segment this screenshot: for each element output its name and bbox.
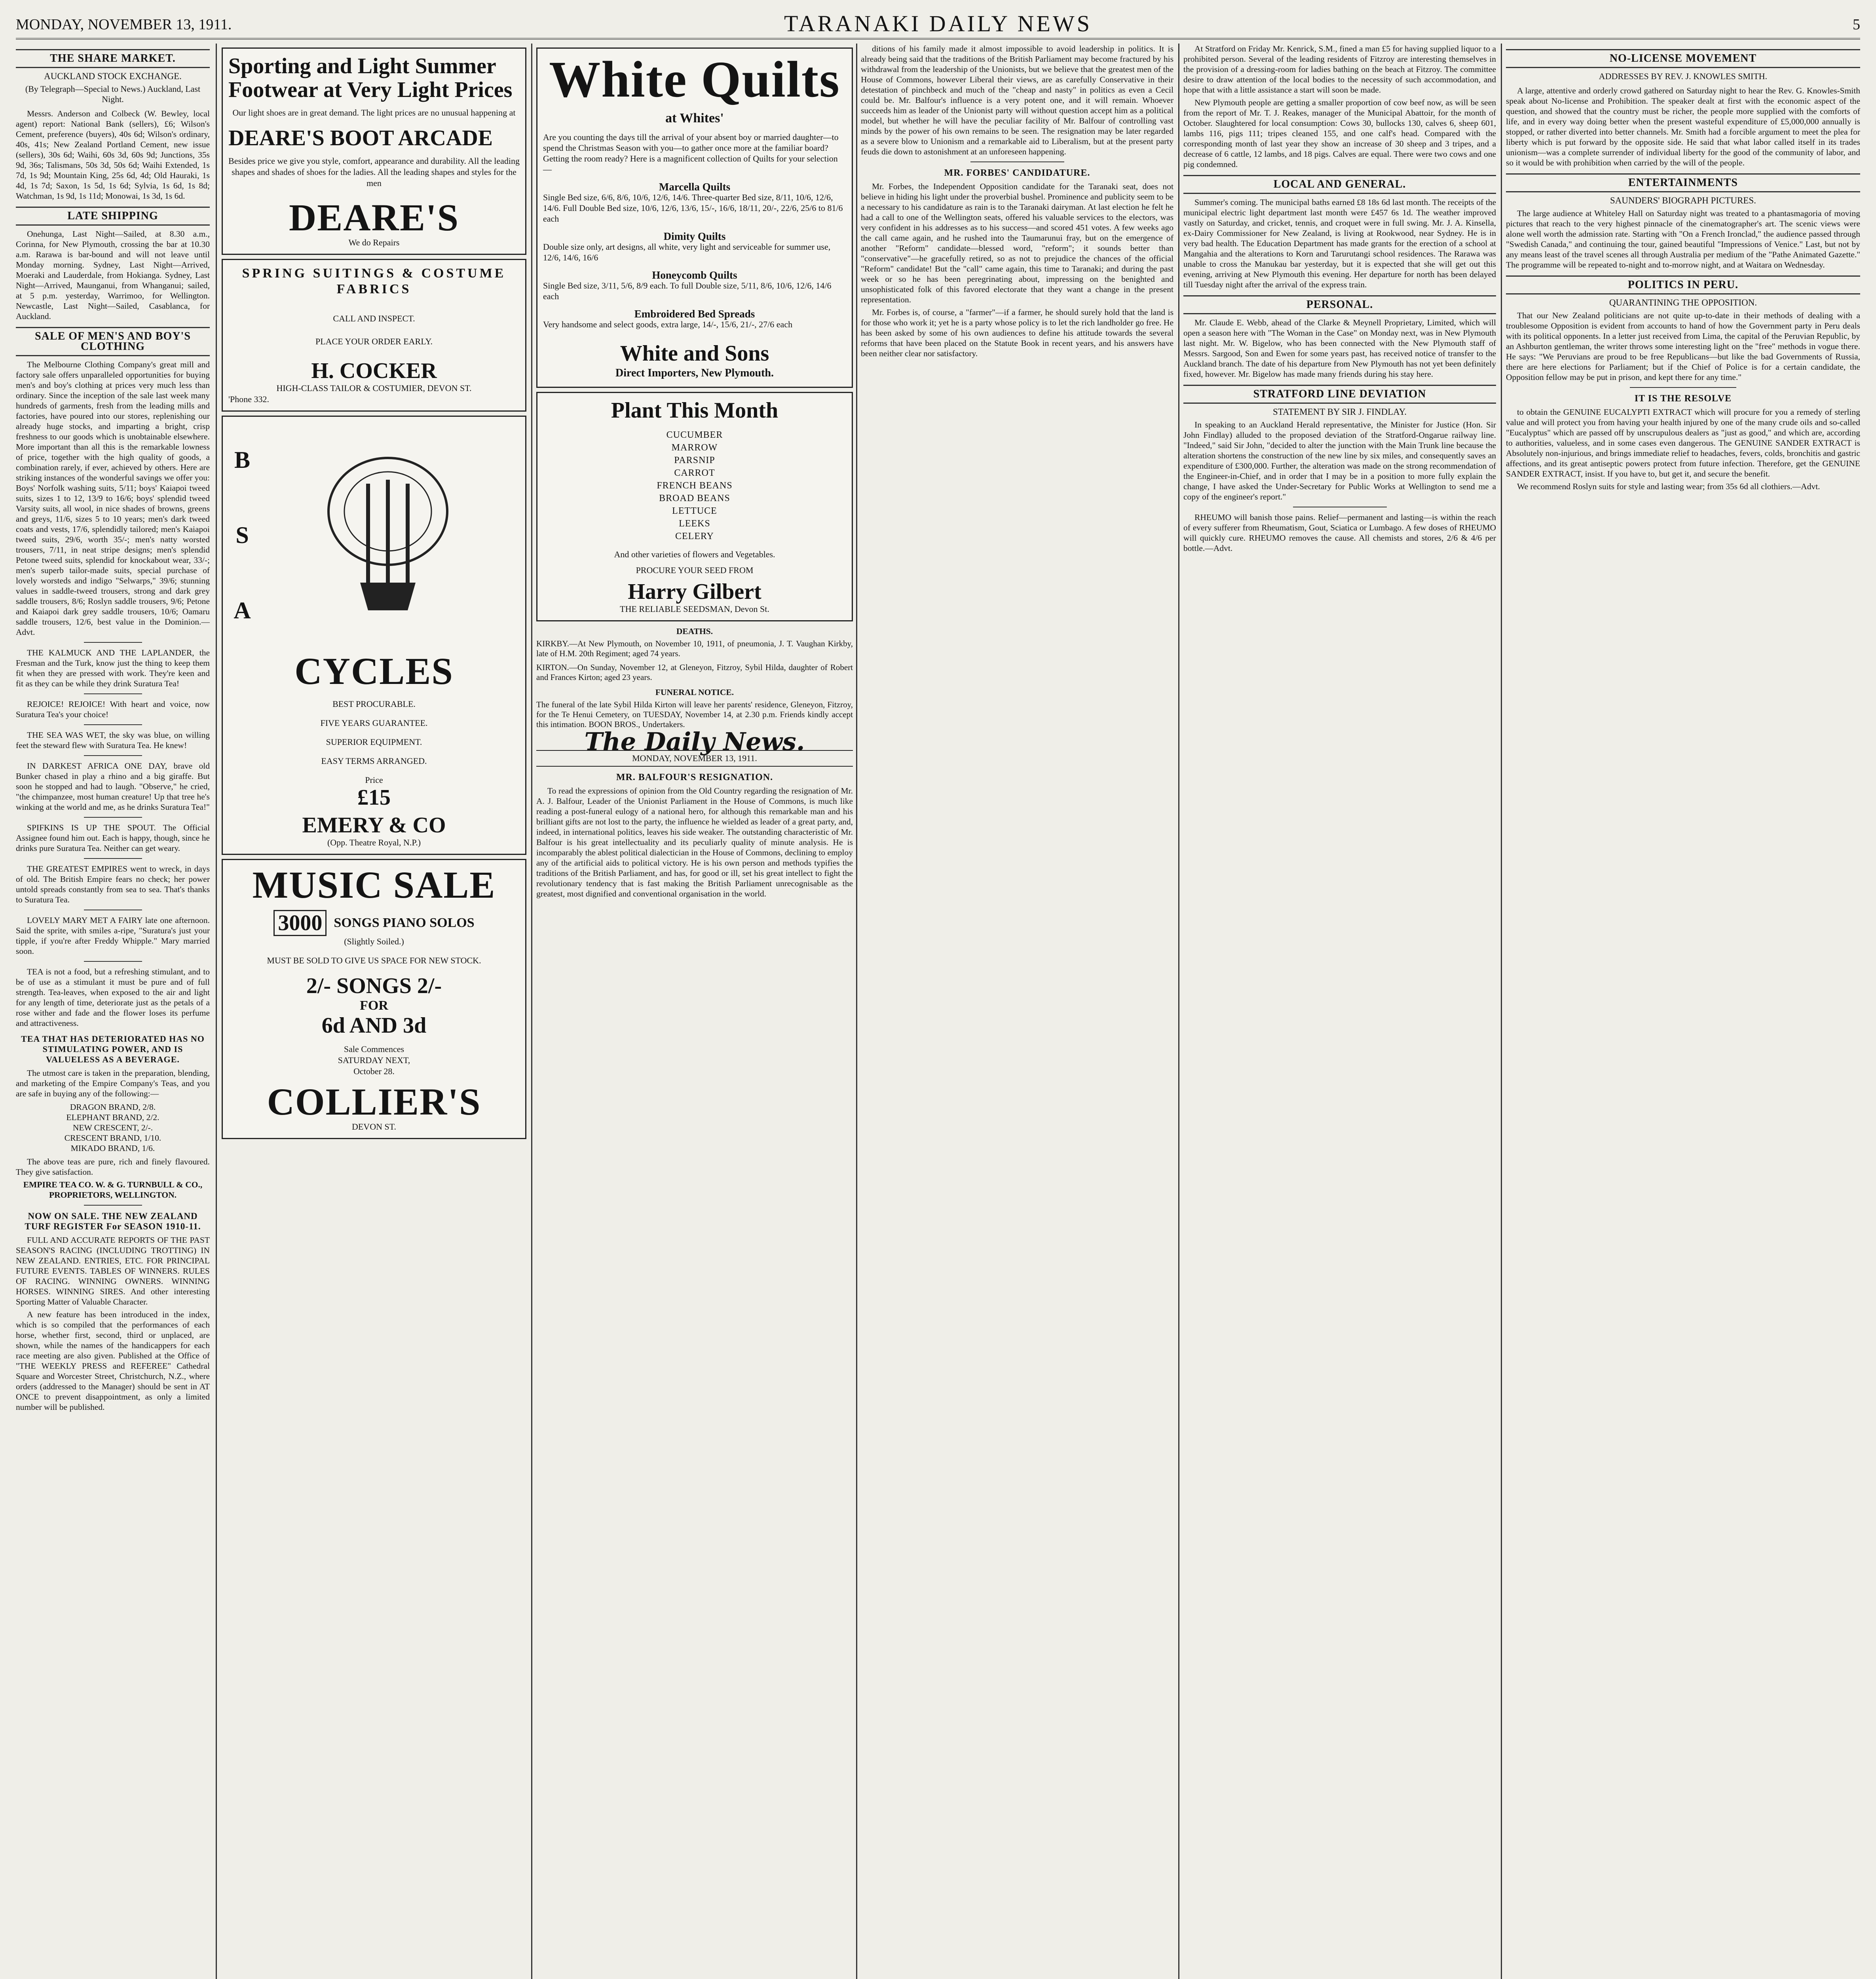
daily-news-title: The Daily News. (584, 727, 805, 756)
tea-brand-list (16, 1102, 210, 1153)
column-rule (531, 44, 532, 1979)
tea-verse-spifkins: SPIFKINS IS UP THE SPOUT. The Official Assignee found him out. Each is happy, though, since he drinks pure Suratura Tea. Neither can get weary. (16, 823, 210, 853)
divider (84, 642, 142, 643)
plant-item: LEEKS (679, 518, 710, 529)
peru-heading: POLITICS IN PERU. (1506, 275, 1860, 294)
colliers-address: DEVON ST. (351, 1122, 397, 1132)
sale-commences: Sale Commences (344, 1044, 404, 1054)
bsa-row (228, 422, 520, 648)
forbes-text: Mr. Forbes, the Independent Opposition candidate for the Taranaki seat, does not believe in hiding his light under the proverbial bushel. Prominence and publicity seem to be a necessary to his candidature as rain is to the Taranaki dairyman. At last election he felt he had a call to one of the Wellington seats, offered his valuable services to the electors, was very confident in his addresses as to his success—and scored 451 votes. A few weeks ago the call came again, and he rushed into the Taumarunui fray, but on the emergence of another "Reform" candidate—blessed word, "reform"; it sounds better than "conservative"—he gracefully retired, so as not to prejudice the chances of the official "Reform" candidate! But the "call" came again, this time to Taranaki; and during the past week or so he has been peregrinating about, impressing on the benighted and unsophisticated folk of this favored electorate that they want a change in the present representation. (861, 182, 1173, 304)
price-label: Price (365, 775, 383, 785)
column-1 (16, 44, 210, 1979)
tea-brand: CRESCENT BRAND, 1/10. (64, 1133, 161, 1143)
deare-boot-arcade: DEARE'S BOOT ARCADE (228, 126, 493, 150)
entertainments-subheading: SAUNDERS' BIOGRAPH PICTURES. (1610, 196, 1756, 205)
music-sale-advert (222, 859, 526, 1139)
eucalypti-text: to obtain the GENUINE EUCALYPTI EXTRACT which will procure for you a remedy of sterling value and will protect you from having your health injured by one of the many crude oils and so-called "Eucalyptus" which are passed off by unscrupulous dealers as "just as good," and which are, according to authorities, valueless, and in some cases even dangerous. The GENUINE SANDER EXTRACT is Absolutely non-injurious, and brings immediate relief to headaches, fevers, colds, bronchitis and gastric affections, and its great antiseptic powers protect from future infection. Therefore, get the GENUINE SANDER EXTRACT, insist. If you have to, but get it, and secure the benefit. (1506, 407, 1860, 479)
direct-importers: Direct Importers, New Plymouth. (615, 367, 774, 379)
harry-gilbert: Harry Gilbert (628, 579, 761, 604)
place-order: PLACE YOUR ORDER EARLY. (315, 336, 433, 346)
plant-item: CELERY (675, 531, 714, 541)
masthead-title: TARANAKI DAILY NEWS (784, 11, 1092, 36)
nolicense-text: A large, attentive and orderly crowd gathered on Saturday night to hear the Rev. G. Knowles-Smith speak about No-license and Prohibition. The speaker dealt at first with the economic aspect of the question, and showed that the country must be richer, the people more supplied with the comforts of life, and in every way doing better when the present wasteful expenditure of £5,000,000 annually is stopped, or rather diverted into better channels. Mr. Smith had a forcible argument to meet the plea for liberty which is put forward by the opposite side. He said that what labor called itself in its trades unionism—was a complete surrender of individual liberty for the good of the community of labor, and so it would be with prohibition when carried by the will of the people. (1506, 86, 1860, 167)
price-value: £15 (357, 785, 391, 810)
quilt-item-title: Embroidered Bed Spreads (634, 308, 755, 320)
plant-this-month: Plant This Month (611, 398, 779, 423)
quilt-item-text: Single Bed size, 6/6, 8/6, 10/6, 12/6, 14/6. Three-quarter Bed size, 8/11, 10/6, 12/6, 14/6. Full Double Bed size, 10/6, 12/6, 13/6, 15/-, 16/6, 18/11, 20/-, 22/6, 25/6 to 81/6 each (543, 192, 843, 224)
quilt-item-title: Dimity Quilts (663, 230, 726, 242)
divider (84, 858, 142, 859)
death-notice: KIRTON.—On Sunday, November 12, at Gleneyon, Fitzroy, Sybil Hilda, daughter of Robert and Frances Kirton; aged 23 years. (536, 663, 853, 682)
bsa-cycles-advert (222, 416, 526, 855)
deviation-heading: STRATFORD LINE DEVIATION (1183, 385, 1496, 404)
six-pence-price: 6d AND 3d (321, 1013, 427, 1038)
tea-brand: ELEPHANT BRAND, 2/2. (66, 1113, 159, 1122)
shipping-heading: LATE SHIPPING (16, 207, 210, 226)
plant-item: BROAD BEANS (659, 493, 730, 503)
october-date: October 28. (353, 1066, 395, 1076)
spring-suitings: SPRING SUITINGS & COSTUME FABRICS (242, 266, 506, 296)
column-3 (536, 44, 853, 1979)
tea-brand-note: The above teas are pure, rich and finely flavoured. They give satisfaction. (16, 1157, 210, 1177)
masthead-date: MONDAY, NOVEMBER 13, 1911. (16, 16, 232, 33)
terms: EASY TERMS ARRANGED. (321, 756, 427, 766)
cycles-title: CYCLES (294, 650, 454, 692)
songs-label: SONGS PIANO SOLOS (334, 915, 475, 930)
emery-name: EMERY & CO (302, 813, 446, 838)
tea-verse-africa: IN DARKEST AFRICA ONE DAY, brave old Bunker chased in play a rhino and a big giraffe. But soon he stopped and had to laugh. "Observe," he cried, "the chimpanzee, most human creature! Up that tree he's winking at the world and me, as he drinks Suratura Tea!" (16, 761, 210, 812)
tailor-advert (222, 259, 526, 412)
bsa-letter: A (234, 597, 251, 623)
clothing-sale-heading: SALE OF MEN'S AND BOY'S CLOTHING (16, 327, 210, 356)
share-market-text: Messrs. Anderson and Colbeck (W. Bewley, local agent) report: National Bank (sellers), £6; Wilson's Cement, preference (buyers), 40s 6d; Wilson's ordinary, 40s, 41s; New Zealand Portland Cement, new issue (sellers), 30s 6d; Waihi, 60s 3d, 60s 9d; Junctions, 35s 9d, 36s; Talismans, 50s 3d, 50s 6d; Waihi Extended, 1s 7d, 1s 9d; Mountain King, 25s 6d, 4d; Old Hauraki, 1s 4d, 1s 7d; Saxon, 1s 5d, 1s 6d; Sylvia, 1s 6d, 1s 8d; Watchman, 1s 9d, 1s 11d; Monowai, 1s 3d, 1s 6d. (16, 109, 210, 201)
personal-text: Mr. Claude E. Webb, ahead of the Clarke & Meynell Proprietary, Limited, which will open a season here with "The Woman in the Case" on Monday next, was in New Plymouth last night. Mr. W. Bigelow, who has been connected with the New Plymouth staff of Messrs. Sargood, Son and Ewen for some years past, has received notice of transfer to the Auckland branch. The date of his departure from New Plymouth has not yet been definitely fixed, however. Mr. Bigelow has made many friends during his stay here. (1183, 318, 1496, 379)
plant-item: MARROW (671, 443, 718, 453)
local-general-heading: LOCAL AND GENERAL. (1183, 175, 1496, 194)
music-sale-title: MUSIC SALE (252, 864, 496, 906)
plant-item: LETTUCE (672, 506, 717, 516)
tea-brand: MIKADO BRAND, 1/6. (70, 1143, 155, 1153)
guarantee: FIVE YEARS GUARANTEE. (320, 718, 428, 728)
cocker-subtitle: HIGH-CLASS TAILOR & COSTUMIER, DEVON ST. (276, 383, 472, 393)
nolicense-byline: ADDRESSES BY REV. J. KNOWLES SMITH. (1599, 71, 1768, 81)
quilt-item-text: Very handsome and select goods, extra large, 14/-, 15/6, 21/-, 27/6 each (543, 319, 793, 329)
divider (84, 961, 142, 962)
peru-text: That our New Zealand politicians are not quite up-to-date in their methods of dealing with a troublesome Opposition is evident from accounts to hand of how the Government party in Peru deals with its political opponents. In a letter just received from Lima, the capital of the Peruvian Republic, by an Ashburton gentleman, the writer throws some interesting light on the "free" methods in vogue there. He says: "We Peruvians are proud to be free Republicans—but like the bad Governments of Russia, there are here elections for Parliament; but if the Chief of Police is for a certain candidate, the Opposition fellow may be put in prison, and kept there for any time." (1506, 311, 1860, 382)
seeds-advert (536, 392, 853, 621)
songs-count: 3000 (273, 910, 327, 936)
column-5 (1183, 44, 1496, 1979)
share-market-subheading: AUCKLAND STOCK EXCHANGE. (44, 71, 182, 81)
masthead (16, 7, 1860, 40)
tea-advert-heading: TEA THAT HAS DETERIORATED HAS NO STIMULATING POWER, AND IS VALUELESS AS A BEVERAGE. (21, 1034, 205, 1064)
bsa-letter: S (235, 522, 249, 548)
clothing-sale-text: The Melbourne Clothing Company's great mill and factory sale offers unparalleled opportunities for buying men's and boy's clothing at prices very much less than ordinary. Since the inception of the sale last week many hundreds of garments, fresh from the leading mills and factories, have poured into our stores, replenishing our already huge stocks, and imparting a bright, crisp freshness to our goods which is unobtainable elsewhere. More important than all this is the remarkable lowness of price, together with the high quality of goods, a combination rarely, if ever, achieved by others. Here are striking instances of the wonderful savings we offer you: Boys' Norfolk washing suits, 5/11; boys' Kaiapoi tweed suits, sizes 1 to 12, 13/9 to 16/6; boys' splendid tweed Varsity suits, all wool, in nice shades of browns, greens and greys, 11/6, sizes 5 to 10 years; men's dark tweed coats and vests, 17/6, splendidly tailored; men's Kaiapoi tweed suits, 29/6, worth 35/-; men's natty worsted trousers, 7/11, in neat stripe designs; men's splendid Petone tweed suits, splendid for knockabout wear, 33/-; men's superb tailor-made suits, special purchase of lovely worsteds and indigo "Selwarps," 39/6; stunning values in saddle-tweed trousers, strong and dark grey saddle trousers, 8/6; Roslyn saddle trousers, 9/6; Petone and Kaiapoi dark grey saddle trousers, 10/6; Oamaru saddle trousers, 12/6, best value in the Dominion.—Advt. (16, 360, 210, 637)
plant-item: CUCUMBER (666, 430, 723, 440)
deaths-heading: DEATHS. (676, 627, 713, 636)
call-and-inspect: CALL AND INSPECT. (333, 313, 415, 323)
best-procurable: BEST PROCURABLE. (332, 699, 416, 709)
divider (84, 755, 142, 756)
white-quilts-advert (536, 47, 853, 388)
tea-verse-sea: THE SEA WAS WET, the sky was blue, on willing feet the steward flew with Suratura Tea. He knew! (16, 730, 210, 750)
abattoir-text: New Plymouth people are getting a smaller proportion of cow beef now, as will be seen from the report of Mr. T. J. Reakes, manager of the Municipal Abattoir, for the month of October. Slaughtered for local consumption: Cows 30, bullocks 130, calves 6, sheep 601, lambs 116, pigs 111; tripes cleaned 155, and one calf's head. Compared with the corresponding month of last year they show an increase of 30 sheep and 3 tripes, and a decrease of 6 cattle, 12 lambs, and 18 pigs. Calves are equal. There were two cows and one pig condemned. (1183, 98, 1496, 169)
quilt-item-title: Marcella Quilts (659, 181, 731, 193)
emery-address: (Opp. Theatre Royal, N.P.) (327, 838, 421, 847)
quilts-intro: Are you counting the days till the arrival of your absent boy or married daughter—to spend the Christmas Season with you—to gather once more at the familiar board? Getting the room ready? Here is a magnificent collection of Quilts for your selection— (543, 132, 839, 174)
personal-heading: PERSONAL. (1183, 295, 1496, 314)
quilt-item-text: Double size only, art designs, all white, very light and serviceable for summer use, 12/6, 14/6, 16/6 (543, 242, 831, 262)
balfour-heading: MR. BALFOUR'S RESIGNATION. (616, 772, 773, 782)
saturday-next: SATURDAY NEXT, (338, 1055, 410, 1065)
masthead-page-number: 5 (1853, 16, 1860, 33)
death-notice: KIRKBY.—At New Plymouth, on November 10, 1911, of pneumonia, J. T. Vaughan Kirkby, late of H.M. 20th Regiment; aged 74 years. (536, 639, 853, 658)
balfour-text: To read the expressions of opinion from the Old Country regarding the resignation of Mr. A. J. Balfour, Leader of the Unionist Parliament in the House of Commons, is much like reading a post-funeral eulogy of a national hero, for although this remarkable man and his brilliant gifts are not lost to the party, the influence he wielded as leader of a great party, and, indeed, in international politics, leaves his side weaker. The outstanding characteristic of Mr. Balfour is his great intellectuality and its peculiarly quality of minute analysis. He is incomparably the ablest political dialectician in the House of Commons, declining to employ any of the artificial aids to political victory. He is his own person and methods typifies the traditions of the British Parliament, and has, for good or ill, set his great intellect to fight the revolutionary tendency that is fast making the British Parliament unrecognisable as the greatest, most dignified and conventional organisation in the world. (536, 786, 853, 898)
bsa-emblem-icon (321, 452, 455, 618)
empire-tea-company: EMPIRE TEA CO. W. & G. TURNBULL & CO., PROPRIETORS, WELLINGTON. (23, 1180, 203, 1200)
column-rule (216, 44, 217, 1979)
peru-subheading: QUARANTINING THE OPPOSITION. (1609, 298, 1757, 308)
plant-item: PARSNIP (674, 455, 715, 465)
bsa-letters (228, 422, 256, 648)
plant-note: And other varieties of flowers and Vegetables. (614, 549, 775, 559)
tea-verse-kalmuck: THE KALMUCK AND THE LAPLANDER, the Fresman and the Turk, know just the thing to keep them fit when they are pressed with work. They're keen and fit as they can be while they drink Suratura Tea! (16, 648, 210, 688)
divider (84, 1205, 142, 1206)
balfour-continued: ditions of his family made it almost impossible to avoid leadership in politics. It is already being said that the traditions of the British Parliament may become fractured by his withdrawal from the leadership of the Unionists, but we believe that the greatest men of the House of Commons, however Liberal their views, are as carefully Conservative in their detestation of pinchbeck and much of the "cheap and nasty" in politics as even a Cecil could be. Mr. Balfour's influence is a very potent one, and it will remain. Whoever succeeds him as leader of the Unionist party will without question accept him as a political model, but whether he will have the peculiar facility of Mr. Balfour of controlling vast minds by the power of his own remains to be seen. The resignation may be later regarded as a severe blow to Unionism and a remarkable aid to Liberalism, but at the present party feuds die down to astonishment at an unforeseen happening. (861, 44, 1173, 156)
forbes-text-2: Mr. Forbes is, of course, a "farmer"—if a farmer, he should surely hold that the land is for those who work it; yet he is a party whose policy is to let the rich landholder go free. He has been asked by some of his own audiences to define his attitude towards the several reforms that have been placed on the Statute Book in recent years, and his answers have been neither clear nor satisfactory. (861, 308, 1173, 358)
plant-list (543, 429, 846, 543)
column-6 (1506, 44, 1860, 1979)
cocker-name: H. COCKER (311, 359, 437, 383)
entertainments-heading: ENTERTAINMENTS (1506, 173, 1860, 192)
footwear-advert-title: Sporting and Light Summer Footwear at Very Light Prices (228, 54, 513, 102)
share-market-byline: (By Telegraph—Special to News.) Auckland, Last Night. (25, 84, 201, 104)
share-market-heading: THE SHARE MARKET. (16, 49, 210, 68)
nolicense-heading: NO-LICENSE MOVEMENT (1506, 49, 1860, 68)
stratford-text: At Stratford on Friday Mr. Kenrick, S.M., fined a man £5 for having supplied liquor to a prohibited person. Several of the leading residents of Fitzroy are interesting themselves in the provision of a dressing-room for ladies bathing on the beach at Fitzroy. The committee desire to draw attention of the local bodies to the necessity of such accommodation, and hope that with a little assistance a start will soon be made. (1183, 44, 1496, 95)
plant-item: CARROT (674, 468, 715, 478)
tea-verse-empires: THE GREATEST EMPIRES went to wreck, in days of old. The British Empire fears no check; her power untold spreads constantly from sea to sea. That's thanks to Suratura Tea. (16, 864, 210, 904)
must-be-sold: MUST BE SOLD TO GIVE US SPACE FOR NEW STOCK. (267, 955, 481, 965)
tea-verse-lovely: LOVELY MARY MET A FAIRY late one afternoon. Said the sprite, with smiles a-ripe, "Suratura's just your tipple, if you're after Freddy Whipple." Mary married soon. (16, 915, 210, 956)
deares-logo: DEARE'S (289, 196, 460, 239)
two-shilling-songs: 2/- SONGS 2/- (306, 974, 442, 998)
eucalypti-heading: IT IS THE RESOLVE (1634, 393, 1732, 404)
column-rule (856, 44, 857, 1979)
rheumo-advert: RHEUMO will banish those pains. Relief—permanent and lasting—is within the reach of every sufferer from Rheumatism, Gout, Sciatica or Lumbago. A few doses of RHEUMO will quickly cure. RHEUMO removes the cause. All chemists and stores, 2/6 & 4/6 per bottle.—Advt. (1183, 513, 1496, 553)
quilts-title: White Quilts (549, 51, 840, 108)
songs-row (228, 910, 520, 936)
funeral-notice: The funeral of the late Sybil Hilda Kirton will leave her parents' residence, Gleneyon, Fitzroy, for the Te Henui Cemetery, on TUESDAY, November 14, at 2.30 p.m. Friends kindly accept this intimation. BOON BROS., Undertakers. (536, 700, 853, 729)
cocker-phone: 'Phone 332. (228, 394, 269, 404)
column-2 (222, 44, 526, 1979)
deviation-text: In speaking to an Auckland Herald representative, the Minister for Justice (Hon. Sir John Findlay) alluded to the proposed deviation of the Stratford-Ongarue railway line. "Indeed," said Sir John, "decided to alter the junction with the Main Trunk line because the alteration shortens the construction of the new line by six miles, and consequently saves an expenditure of £300,000. Further, the alteration was made on the strong recommendation of the Engineer-in-Chief, and in order that I may be in a position to more fully explain the change, I have asked the Under-Secretary for Public Works at Wellington to send me a copy of the engineer's report." (1183, 420, 1496, 501)
deviation-subheading: STATEMENT BY SIR J. FINDLAY. (1272, 407, 1407, 417)
divider (84, 693, 142, 694)
tea-brand: NEW CRESCENT, 2/-. (72, 1123, 153, 1132)
divider (84, 724, 142, 725)
tea-verse-rejoice: REJOICE! REJOICE! With heart and voice, now Suratura Tea's your choice! (16, 699, 210, 719)
funeral-heading: FUNERAL NOTICE. (655, 688, 734, 697)
for-label: FOR (360, 998, 388, 1013)
roslyn-advert: We recommend Roslyn suits for style and lasting wear; from 35s 6d all clothiers.—Advt. (1517, 482, 1820, 491)
bsa-letter: B (234, 447, 251, 473)
turf-register-text: FULL AND ACCURATE REPORTS OF THE PAST SEASON'S RACING (INCLUDING TROTTING) IN NEW ZEALAND. ENTRIES, ETC. FOR PRINCIPAL FUTURE EVENTS. TABLES OF WINNERS. RULES OF RACING. WINNING OWNERS. WINNING HORSES. WINNING SIRES. And other interesting Sporting Matter of Valuable Character. (16, 1235, 210, 1307)
entertainments-text: The large audience at Whiteley Hall on Saturday night was treated to a phantasmagoria of moving pictures that reach to the very highest pinnacle of the cinematographer's art. The scenic views were alone well worth the admission rate. Starting with "On a French Ironclad," the audience passed through "Swedish Canada," and continuing the tour, gained beautiful "Impressions of Venice." Last, but not by any means least of the travel scenes all through Australia per medium of the "Pathe Animated Gazette." The programme will be repeated to-night and to-morrow night, and at Waitara on Wednesday. (1506, 209, 1860, 270)
turf-register-heading: NOW ON SALE. THE NEW ZEALAND TURF REGISTER For SEASON 1910-11. (25, 1211, 201, 1231)
gilbert-subtitle: THE RELIABLE SEEDSMAN, Devon St. (620, 604, 769, 614)
plant-item: FRENCH BEANS (657, 481, 733, 491)
column-4 (861, 44, 1173, 1979)
footwear-advert (222, 47, 526, 255)
tea-advert-text-2: The utmost care is taken in the preparation, blending, and marketing of the Empire Company's Teas, and you are safe in buying any of the following:— (16, 1068, 210, 1098)
tea-brand: DRAGON BRAND, 2/8. (70, 1102, 156, 1112)
soiled-note: (Slightly Soiled.) (344, 936, 404, 946)
turf-register-text-2: A new feature has been introduced in the index, which is so compiled that the performances of each horse, whether first, second, third or unplaced, are shown, while the names of the handicappers for each race meeting are also given. Published at the Office of "THE WEEKLY PRESS and REFEREE" Cathedral Square and Worcester Street, Christchurch, N.Z., where orders (addressed to the Manager) should be sent in AT ONCE to prevent disappointment, as only a limited number will be published. (16, 1310, 210, 1412)
column-rule (1501, 44, 1502, 1979)
quilt-item-text: Single Bed size, 3/11, 5/6, 8/9 each. To full Double size, 5/11, 8/6, 10/6, 12/6, 14/6 each (543, 281, 832, 301)
forbes-heading: MR. FORBES' CANDIDATURE. (944, 168, 1090, 178)
procure-seed: PROCURE YOUR SEED FROM (636, 565, 754, 575)
divider (970, 161, 1064, 162)
quilt-item-title: Honeycomb Quilts (652, 269, 737, 281)
deares-repairs: We do Repairs (348, 237, 400, 247)
white-and-sons: White and Sons (620, 341, 769, 366)
column-rule (1178, 44, 1179, 1979)
divider (84, 817, 142, 818)
at-whites: at Whites' (665, 111, 724, 125)
divider (1630, 387, 1736, 388)
deare-boot-arcade-text: Besides price we give you style, comfort, appearance and durability. All the leading shapes and shades of shoes for the ladies. All the leading shapes and styles for the men (228, 156, 520, 188)
editorial-masthead (536, 727, 853, 767)
editorial-date: MONDAY, NOVEMBER 13, 1911. (536, 750, 853, 767)
footwear-advert-text: Our light shoes are in great demand. The light prices are no unusual happening at (232, 108, 516, 118)
local-general-text: Summer's coming. The municipal baths earned £8 18s 6d last month. The receipts of the municipal electric light department last month were £457 6s 1d. The weather improved vastly on Saturday, and cricket, tennis, and croquet were in full swing. Mr. J. A. Kinsella, ex-Dairy Commissioner for New Zealand, is living at Rookwood, near Sydney. He is in very bad health. The Education Department has made grants for the erection of a school at Mangahia and the alterations to Korn and Tarurutangi school residences. The Rarawa was unable to cross the Manukau bar yesterday, but it is expected that she will get out this evening, arriving at New Plymouth this evening. Her departure for north has been delayed till Tuesday night after the arrival of the express train. (1183, 198, 1496, 289)
shipping-text: Onehunga, Last Night—Sailed, at 8.30 a.m., Corinna, for New Plymouth, crossing the bar at 10.30 a.m. Rarawa is bar-bound and will not leave until Monday morning. Sydney, Last Night—Arrived, Moeraki and Lauderdale, from Hokianga. Sydney, Last Night—Arrived, Maunganui, from Whanganui; sailed, at 5 p.m. yesterday, Warrimoo, for Wellington. Newcastle, Last Night—Sailed, Casablanca, for Auckland. (16, 229, 210, 321)
tea-advert-text: TEA is not a food, but a refreshing stimulant, and to be of use as a stimulant it must be pure and of full strength. Tea-leaves, when exposed to the air and light for any length of time, deteriorate just as the petals of a rose wither and fade and the flower loses its perfume and attractiveness. (16, 967, 210, 1028)
equipment: SUPERIOR EQUIPMENT. (326, 737, 422, 747)
colliers-name: COLLIER'S (267, 1081, 481, 1123)
